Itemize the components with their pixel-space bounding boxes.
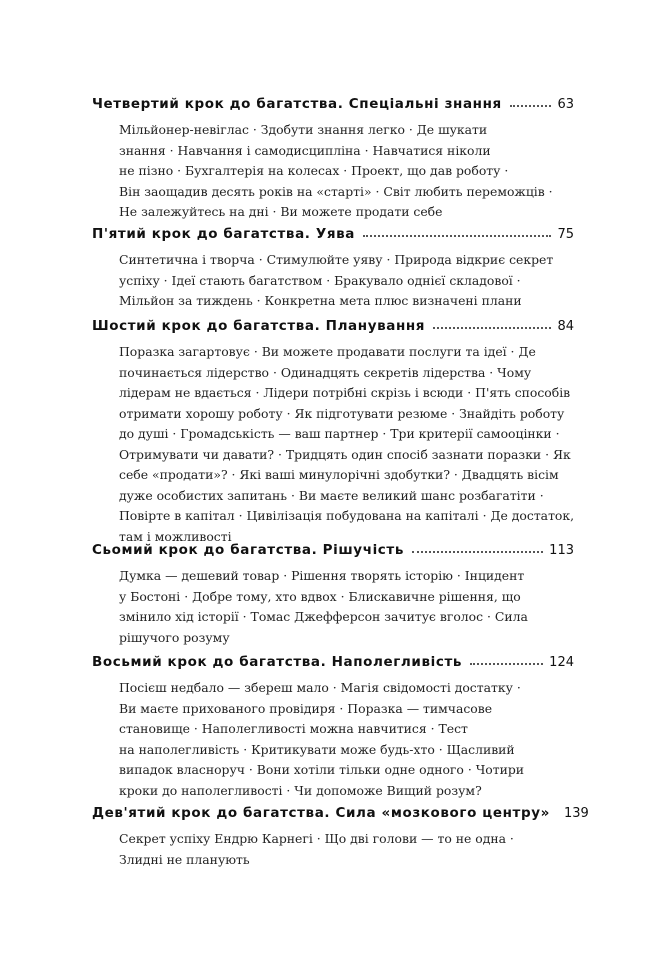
subtopic-line: Не залежуйтесь на дні · Ви можете продати себе: [119, 204, 443, 219]
subtopic-line: Синтетична і творча · Стимулюйте уяву · Природа відкриє секрет: [119, 252, 554, 267]
dot-leader: [433, 327, 551, 329]
chapter-subtopics: [119, 566, 574, 648]
toc-entry-step-5: [92, 218, 574, 312]
chapter-title: Шостий крок до багатства. Планування: [92, 318, 426, 334]
chapter-heading: [92, 218, 574, 242]
subtopic-line: лідерам не вдається · Лідери потрібні скрізь і всюди · П'ять способів: [119, 385, 571, 400]
chapter-heading: [92, 646, 574, 670]
chapter-heading: [92, 310, 574, 334]
subtopic-line: Посієш недбало — збереш мало · Магія свідомості достатку ·: [119, 680, 521, 695]
dot-leader: [412, 551, 543, 553]
toc-entry-step-6: [92, 310, 574, 547]
subtopic-line: становище · Наполегливості можна навчитися · Тест: [119, 721, 468, 736]
subtopic-line: випадок власноруч · Вони хотіли тільки одне одного · Чотири: [119, 762, 525, 777]
subtopic-line: Ви маєте прихованого провідиря · Поразка — тимчасове: [119, 700, 493, 716]
subtopic-line: дуже особистих запитань · Ви маєте великий шанс розбагатіти ·: [119, 487, 544, 503]
subtopic-line: Поразка загартовує · Ви можете продавати послуги та ідеї · Де: [119, 344, 536, 359]
chapter-subtopics: [119, 250, 574, 312]
chapter-heading: [92, 797, 589, 821]
subtopic-line: Повірте в капітал · Цивілізація побудована на капіталі · Де достаток,: [119, 508, 575, 523]
chapter-page-number: 84: [557, 319, 574, 334]
chapter-page-number: 124: [549, 655, 574, 670]
subtopic-line: змінило хід історії · Томас Джефферсон зачитує вголос · Сила: [119, 609, 528, 624]
chapter-subtopics: [119, 342, 574, 547]
subtopic-line: отримати хорошу роботу · Як підготувати резюме · Знайдіть роботу: [119, 405, 565, 421]
chapter-title: П'ятий крок до багатства. Уява: [92, 226, 355, 242]
dot-leader: [470, 663, 543, 665]
subtopic-line: до душі · Громадськість — ваш партнер · Три критерії самооцінки ·: [119, 426, 560, 441]
subtopic-line: Отримувати чи давати? · Тридцять один спосіб зазнати поразки · Як: [119, 446, 571, 462]
subtopic-line: у Бостоні · Добре тому, хто вдвох · Блискавичне рішення, що: [119, 588, 521, 604]
subtopic-line: там і можливості: [119, 528, 232, 544]
chapter-title: Восьмий крок до багатства. Наполегливість: [92, 654, 463, 670]
subtopic-line: Мільйон за тиждень · Конкретна мета плюс визначені плани: [119, 293, 522, 308]
subtopic-line: Мільйонер-невіглас · Здобути знання легко · Де шукати: [119, 122, 488, 137]
subtopic-line: рішучого розуму: [119, 629, 230, 645]
subtopic-line: Злидні не планують: [119, 851, 250, 867]
subtopic-line: себе «продати»? · Які ваші минулорічні здобутки? · Двадцять вісім: [119, 467, 559, 482]
toc-entry-step-9: [92, 797, 589, 870]
chapter-subtopics: [119, 829, 574, 870]
chapter-subtopics: [119, 120, 574, 223]
chapter-page-number: 113: [549, 543, 574, 558]
chapter-subtopics: [119, 678, 574, 801]
chapter-title: Сьомий крок до багатства. Рішучість: [92, 542, 404, 558]
subtopic-line: не пізно · Бухгалтерія на колесах · Проект, що дав роботу ·: [119, 163, 509, 178]
toc-entry-step-7: [92, 534, 574, 648]
subtopic-line: кроки до наполегливості · Чи допоможе Вищий розум?: [119, 782, 482, 798]
toc-entry-step-4: [92, 88, 574, 223]
chapter-page-number: 75: [557, 227, 574, 242]
chapter-page-number: 63: [557, 97, 574, 112]
subtopic-line: успіху · Ідеї стають багатством · Бракувало однієї складової ·: [119, 272, 521, 288]
subtopic-line: знання · Навчання і самодисципліна · Навчатися ніколи: [119, 142, 491, 158]
toc-entry-step-8: [92, 646, 574, 801]
dot-leader: [363, 235, 552, 237]
subtopic-line: починається лідерство · Одинадцять секретів лідерства · Чому: [119, 364, 532, 380]
chapter-title: Четвертий крок до багатства. Спеціальні знання: [92, 96, 502, 112]
chapter-title: Дев'ятий крок до багатства. Сила «мозкового центру»: [92, 805, 550, 821]
chapter-page-number: 139: [563, 806, 589, 821]
chapter-heading: [92, 534, 574, 558]
chapter-heading: [92, 88, 574, 112]
subtopic-line: на наполегливість · Критикувати може будь-хто · Щасливий: [119, 741, 515, 757]
dot-leader: [510, 105, 552, 107]
subtopic-line: Він заощадив десять років на «старті» · Світ любить переможців ·: [119, 183, 553, 199]
subtopic-line: Секрет успіху Ендрю Карнегі · Що дві голови — то не одна ·: [119, 831, 514, 846]
subtopic-line: Думка — дешевий товар · Рішення творять історію · Інцидент: [119, 568, 525, 583]
